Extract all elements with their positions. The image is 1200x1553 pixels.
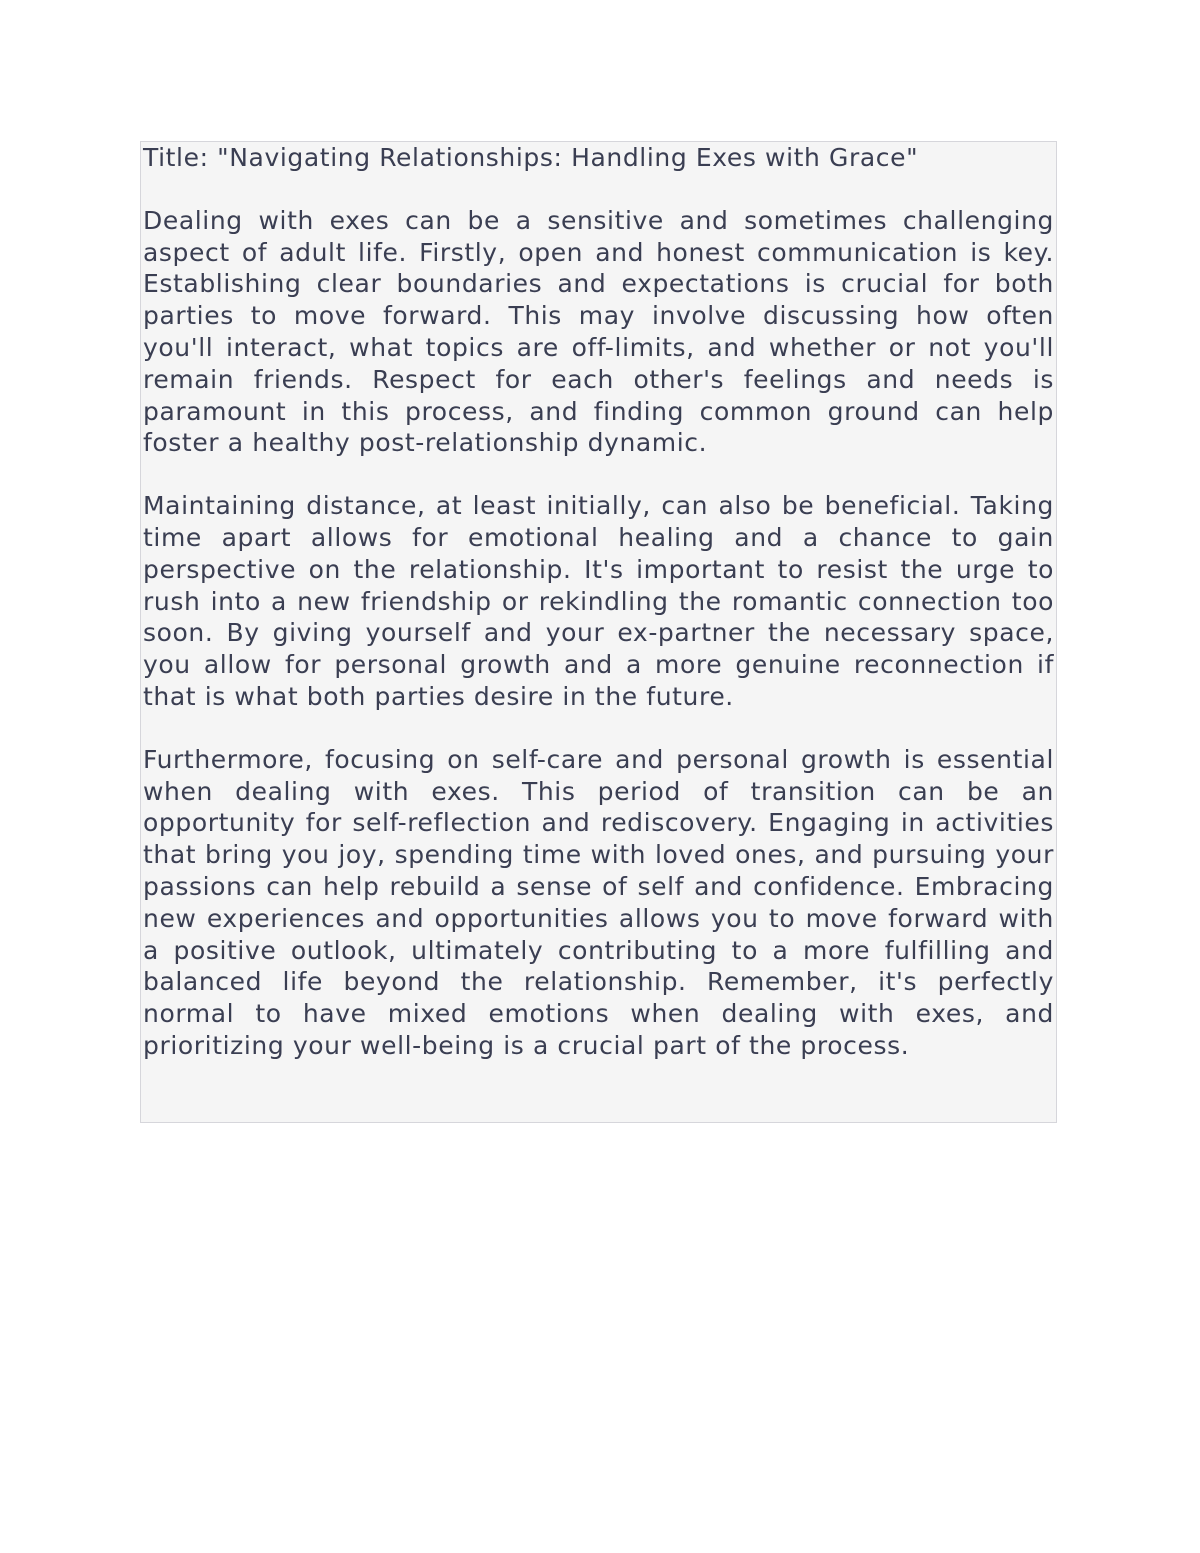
- paragraph-2: Maintaining distance, at least initially, can also be beneficial. Taking time apart allows for emotional healing and a chance to gain perspective on the relationship. It's important to resist the urge to rush into a new friendship or rekindling the romantic connection too soon. By giving yourself and your ex-partner the necessary space, you allow for personal growth and a more genuine reconnection if that is what both parties desire in the future.: [143, 491, 1054, 711]
- paragraph-1: Dealing with exes can be a sensitive and sometimes challenging aspect of adult life. Firstly, open and honest communication is key. Establishing clear boundaries and expectations is crucial for both parties to move forward. This may involve discussing how often you'll interact, what topics are off-limits, and whether or not you'll remain friends. Respect for each other's feelings and needs is paramount in this process, and finding common ground can help foster a healthy post-relationship dynamic.: [143, 205, 1054, 458]
- text-box: [140, 141, 1057, 1123]
- document-title: Title: "Navigating Relationships: Handling Exes with Grace": [143, 143, 919, 172]
- paragraph-3: Furthermore, focusing on self-care and personal growth is essential when dealing with exes. This period of transition can be an opportunity for self-reflection and rediscovery. Engaging in activities that bring you joy, spending time with loved ones, and pursuing your passions can help rebuild a sense of self and confidence. Embracing new experiences and opportunities allows you to move forward with a positive outlook, ultimately contributing to a more fulfilling and balanced life beyond the relationship. Remember, it's perfectly normal to have mixed emotions when dealing with exes, and prioritizing your well-being is a crucial part of the process.: [143, 744, 1054, 1060]
